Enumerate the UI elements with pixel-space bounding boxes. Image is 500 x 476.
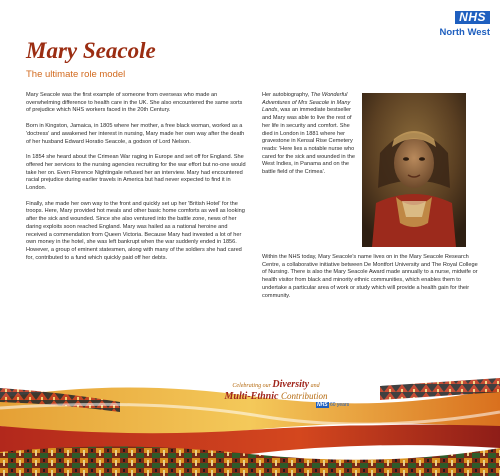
nhs-logo — [428, 8, 490, 39]
diversity-word: Diversity — [272, 379, 310, 390]
banner-line-1 — [206, 380, 346, 391]
banner-caption — [206, 380, 346, 402]
text-span: Celebrating our — [232, 383, 271, 389]
right-column-bottom — [262, 254, 480, 308]
years-label: 60 years — [329, 402, 350, 408]
text-span: , was an immediate bestseller and Mary was able to live the rest of her life in security and comfort. She died in London in 1881 where her gravestone in Kensal Rise Cemetery reads: 'Here lies a notable nurse who cared for the sick and wounded in the West Indies, in Panama and on the battle field of the Crimea'. — [262, 107, 355, 176]
multi-ethnic-word: Multi-Ethnic — [224, 391, 279, 402]
paragraph: Born in Kingston, Jamaica, in 1805 where her mother, a free black woman, worked as a 'doctress' and awakened her interest in nursing, Mary made her own way after the death of her husband Edward Horatio Seacole, a godson of Lord Nelson. — [26, 123, 245, 145]
text-span: Her autobiography, — [262, 92, 311, 98]
portrait-icon — [362, 93, 466, 247]
nhs-badge: NHS — [455, 11, 490, 24]
autobiography-paragraph — [262, 92, 360, 177]
page-title: Mary Seacole — [26, 38, 156, 63]
banner-line-2 — [206, 391, 346, 402]
paragraph: In 1854 she heard about the Crimean War raging in Europe and set off for England. She offered her services to the nursing agencies recruiting for the war effort but no-one would take her on. Even Florence Nightingale refused her an interview. Mary had encountered racial prejudice during earlier travels in America but had never expected to find it in London. — [26, 154, 246, 192]
book-title: The Wonderful Adventures of Mrs Seacole in Many Lands — [262, 92, 351, 114]
contribution-word: Contribution — [280, 391, 328, 401]
portrait-painting — [362, 93, 466, 247]
nhs-small-badge: NHS — [317, 402, 328, 408]
left-column — [26, 92, 248, 270]
nhs-60-years-badge — [316, 402, 349, 408]
paragraph: Within the NHS today, Mary Seacole's name lives on in the Mary Seacole Research Centre, a collaborative initiative between De Montfort University and The Royal College of Nursing. There is also the Mary Seacole Award made annually to a nurse, midwife or health visitor from black and minority ethnic communities, which enables them to undertake a particular area of work or study which will provide a health gain for their community. — [262, 254, 478, 299]
nhs-region: North West — [439, 27, 490, 38]
page-subtitle: The ultimate role model — [26, 69, 126, 80]
paragraph: Mary Seacole was the first example of someone from overseas who made an overwhelming difference to health care in the UK. She also encountered the same sorts of prejudice which NHS workers faced in the 20th Century. — [26, 92, 243, 114]
text-span: and — [310, 383, 320, 389]
paragraph: Finally, she made her own way to the front and quickly set up her 'British Hotel' for the troops. Here, Mary provided hot meals and other basic home comforts as well as looking after the sick and wounded. Since she also ventured into the battle zone, news of her daring exploits soon reached England. Mary was hailed as a national heroine and received a commendation from Queen Victoria. Because Mary had invested a lot of her own money in the hotel, she was left bankrupt when the war suddenly ended in 1856. However, a group of eminent statesmen, along with many of the soldiers she had cared for, contributed to a fund which quickly paid off her debts. — [26, 200, 245, 261]
